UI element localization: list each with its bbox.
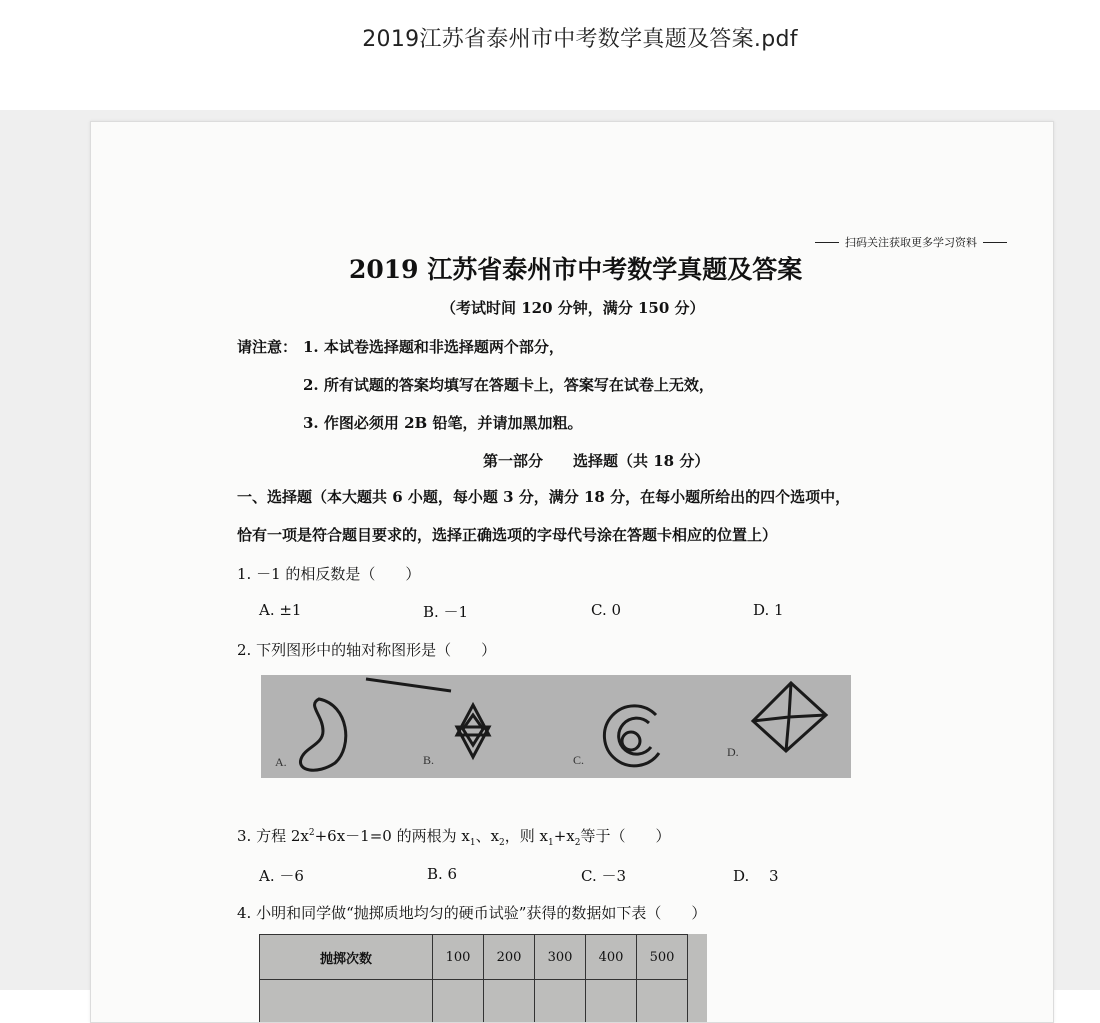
question-3-stem: 3. 方程 $2x^2+6x-1=0$ 的两根为 $x_1$、$x_2$，则 $x_1+x_2$等于（ ）: [237, 825, 671, 848]
figure-b-triangle-up: [457, 705, 489, 735]
question-1-option: D. 1: [753, 601, 784, 619]
file-title: 2019江苏省泰州市中考数学真题及答案.pdf: [0, 22, 1100, 53]
document-subtitle: （考试时间 120 分钟，满分 150 分）: [441, 297, 705, 318]
table-row: [260, 935, 688, 980]
table-cell: 400: [586, 935, 637, 980]
notice-item: 2. 所有试题的答案均填写在答题卡上，答案写在试卷上无效，: [303, 374, 714, 395]
part-heading: 第一部分 选择题（共 18 分）: [483, 450, 709, 471]
table-cell: 100: [433, 935, 484, 980]
question-1-option: A. ±1: [259, 601, 301, 619]
coin-toss-table: [259, 934, 688, 1023]
figure-b-label: B.: [423, 753, 434, 768]
notice-label: 请注意：: [237, 336, 297, 357]
table-cell: [260, 980, 433, 1023]
promo-rule-left: [815, 242, 839, 243]
question-4-table-photo: [259, 934, 707, 1023]
question-2-figure-photo: [261, 675, 851, 778]
notice-item: 3. 作图必须用 2B 铅笔，并请加黑加粗。: [303, 412, 582, 433]
notice-item: 1. 本试卷选择题和非选择题两个部分，: [303, 336, 564, 357]
table-row: [260, 980, 688, 1023]
promo-rule-right: [983, 242, 1007, 243]
document-title: 2019 江苏省泰州市中考数学真题及答案: [349, 250, 802, 286]
table-cell: 200: [484, 935, 535, 980]
question-3-option: D. 3: [733, 865, 779, 886]
figure-c-outer-arc: [604, 706, 659, 766]
promo-banner: [809, 234, 1013, 250]
table-cell: [433, 980, 484, 1023]
figure-c-label: C.: [573, 753, 584, 768]
figure-d-label: D.: [727, 745, 739, 760]
table-cell: [535, 980, 586, 1023]
question-3-option: A. －6: [259, 865, 304, 886]
table-cell: 500: [637, 935, 688, 980]
figure-b-triangle-down: [457, 727, 489, 757]
figure-a-label: A.: [275, 755, 287, 770]
figure-a-shape: [300, 699, 345, 770]
table-cell: [637, 980, 688, 1023]
table-cell: 300: [535, 935, 586, 980]
question-1-option: C. 0: [591, 601, 621, 619]
table-header-cell: 抛掷次数: [260, 935, 433, 980]
table-cell: [484, 980, 535, 1023]
promo-text: 扫码关注获取更多学习资料: [845, 234, 977, 250]
figure-c-dot: [622, 732, 640, 750]
question-1-option: B. －1: [423, 601, 468, 622]
pdf-page: [90, 121, 1054, 1023]
pen-stroke-mark: [366, 679, 451, 691]
section-intro-line: 恰有一项是符合题目要求的，选择正确选项的字母代号涂在答题卡相应的位置上）: [237, 524, 777, 545]
table-cell: [586, 980, 637, 1023]
question-4-stem: 4. 小明和同学做“抛掷质地均匀的硬币试验”获得的数据如下表（ ）: [237, 902, 706, 923]
question-2-figures: [261, 675, 851, 778]
figure-d-pinwheel: [753, 683, 826, 751]
question-3-option: B. 6: [427, 865, 457, 883]
section-intro-line: 一、选择题（本大题共 6 小题，每小题 3 分，满分 18 分，在每小题所给出的四个选项中，: [237, 486, 850, 507]
question-3-option: C. －3: [581, 865, 626, 886]
viewer-header: [0, 0, 1100, 110]
question-2-stem: 2. 下列图形中的轴对称图形是（ ）: [237, 639, 496, 660]
question-1-stem: 1. －1 的相反数是（ ）: [237, 563, 420, 584]
